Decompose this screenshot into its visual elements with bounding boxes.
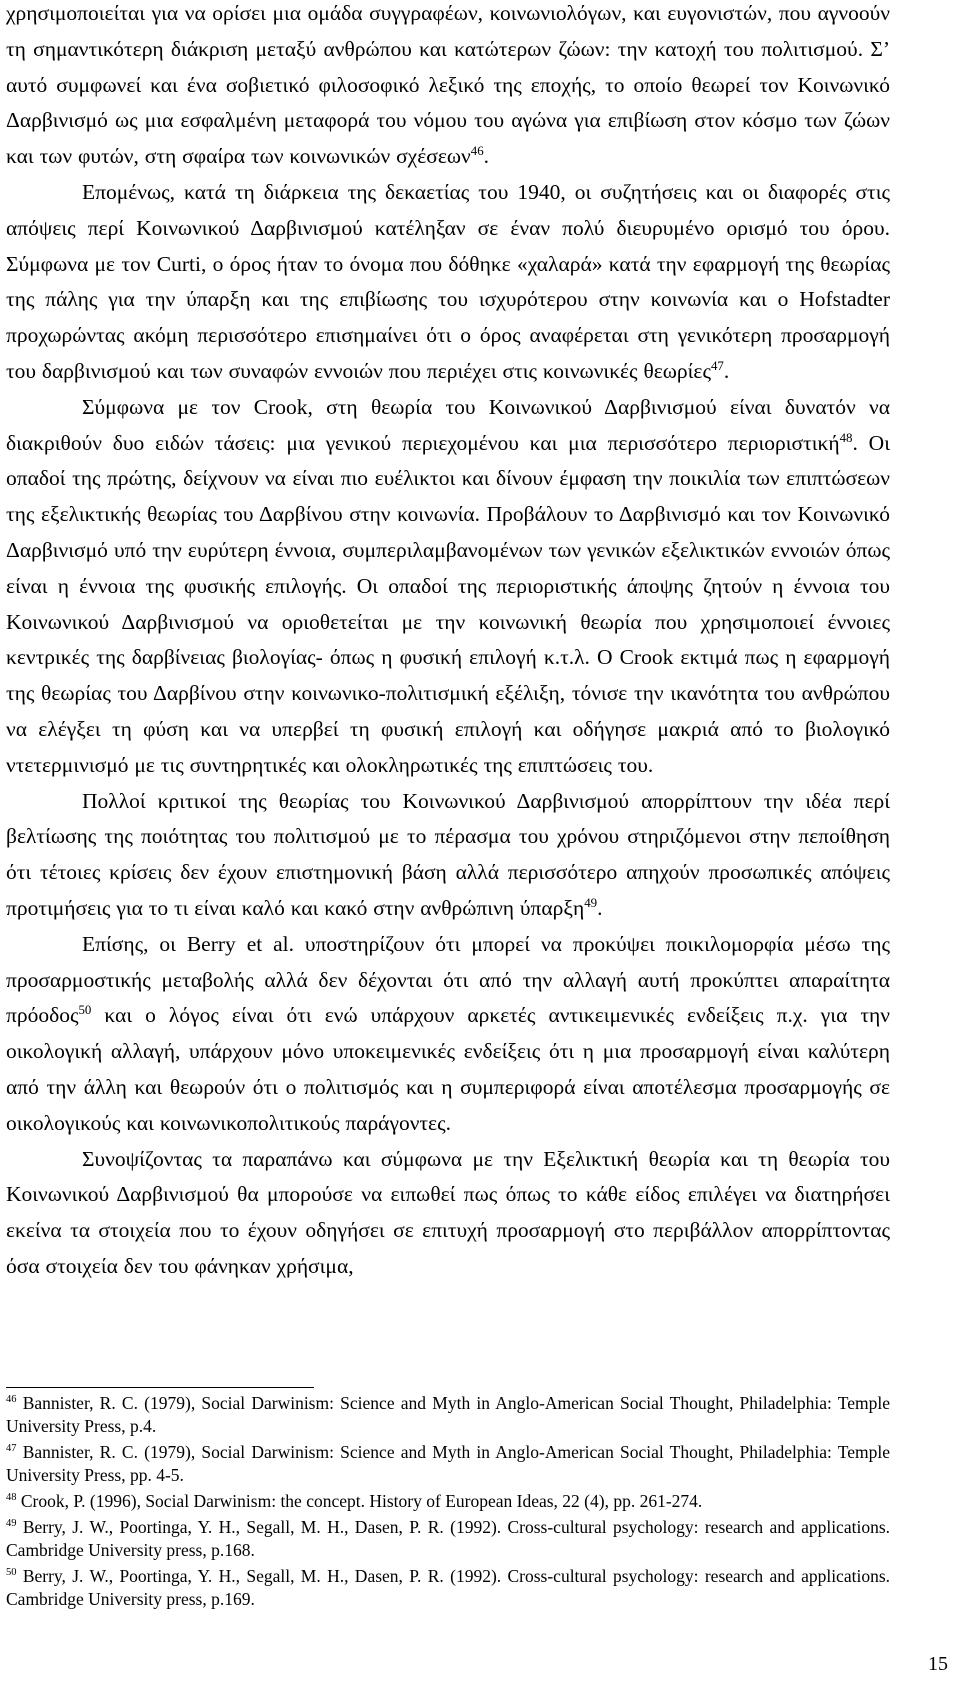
paragraph: [6, 784, 890, 927]
footnote-text: Berry, J. W., Poortinga, Y. H., Segall, M. H., Dasen, P. R. (1992). Cross-cultural psychology: research and applications. Cambridge University press, p.169.: [6, 1566, 890, 1609]
footnote-text: Bannister, R. C. (1979), Social Darwinism: Science and Myth in Anglo-American Social Thought, Philadelphia: Temple University Press, pp. 4-5.: [6, 1442, 890, 1485]
footnote-separator: [6, 1387, 314, 1388]
body-text: [6, 0, 890, 1285]
paragraph: [6, 0, 890, 175]
page-number: 15: [928, 1653, 948, 1675]
footnote-number: 46: [6, 1394, 17, 1406]
paragraph-text: και ο λόγος είναι ότι ενώ υπάρχουν αρκετές αντικειμενικές ενδείξεις π.χ. για την οικολογική αλλαγή, υπάρχουν μόνο υποκειμενικές ενδείξεις ότι η μια προσαρμογή είναι καλύτερη από την άλλη και θεωρούν ότι ο πολιτισμός και η συμπεριφορά είναι αποτέλεσμα προσαρμογής σε οικολογικούς και κοινωνικοπολιτικούς παράγοντες.: [6, 1003, 890, 1135]
footnote-ref: 48: [839, 430, 853, 445]
footnote-text: Berry, J. W., Poortinga, Y. H., Segall, M. H., Dasen, P. R. (1992). Cross-cultural psychology: research and applications. Cambridge University press, p.168.: [6, 1517, 890, 1560]
footnote: [6, 1516, 890, 1562]
paragraph: [6, 390, 890, 784]
paragraph-text: .: [723, 358, 730, 383]
footnotes: [6, 1392, 890, 1614]
footnote-ref: 46: [470, 144, 484, 159]
footnote-ref: 47: [710, 358, 724, 373]
paragraph-text: χρησιμοποιείται για να ορίσει μια ομάδα συγγραφέων, κοινωνιολόγων, και ευγονιστών, που αγνοούν τη σημαντικότερη διάκριση μεταξύ ανθρώπου και κατώτερων ζώων: την κατοχή του πολιτισμού. Σ’ αυτό συμφωνεί και ένα σοβιετικό φιλοσοφικό λεξικό της εποχής, το οποίο θεωρεί τον Κοινωνικό Δαρβινισμό ως μια εσφαλμένη μεταφορά του νόμου του αγώνα για επιβίωση στον κόσμο των ζώων και των φυτών, στη σφαίρα των κοινωνικών σχέσεων: [6, 1, 890, 169]
footnote-number: 47: [6, 1443, 17, 1455]
paragraph-text: Επίσης, οι Berry et al. υποστηρίζουν ότι μπορεί να προκύψει ποικιλομορφία μέσω της προσαρμοστικής μεταβολής αλλά δεν δέχονται ότι από την αλλαγή αυτή προκύπτει απαραίτητα πρόοδος: [6, 931, 890, 1028]
paragraph: [6, 1142, 890, 1285]
paragraph: [6, 175, 890, 390]
footnote: [6, 1490, 890, 1513]
footnote-number: 48: [6, 1492, 17, 1504]
paragraph-text: .: [483, 144, 490, 169]
paragraph-text: . Οι οπαδοί της πρώτης, δείχνουν να είναι πιο ευέλικτοι και δίνουν έμφαση την ποικιλία των επιπτώσεων της εξελικτικής θεωρίας του Δαρβίνου στην κοινωνία. Προβάλουν το Δαρβινισμό και τον Κοινωνικό Δαρβινισμό υπό την ευρύτερη έννοια, συμπεριλαμβανομένων των γενικών εξελικτικών εννοιών όπως είναι η έννοια της φυσικής επιλογής. Οι οπαδοί της περιοριστικής άποψης ζητούν η έννοια του Κοινωνικού Δαρβινισμού να οριοθετείται με την κοινωνική θεωρία που χρησιμοποιεί έννοιες κεντρικές της δαρβίνειας βιολογίας- όπως η φυσική επιλογή κ.τ.λ. Ο Crook εκτιμά πως η εφαρμογή της θεωρίας του Δαρβίνου στην κοινωνικο-πολιτισμική εξέλιξη, τόνισε την ικανότητα του ανθρώπου να ελέγξει τη φύση και να υπερβεί τη φυσική επιλογή και οδήγησε μακριά από το βιολογικό ντετερμινισμό με τις συντηρητικές και ολοκληρωτικές της επιπτώσεις του.: [6, 430, 890, 777]
paragraph-text: Πολλοί κριτικοί της θεωρίας του Κοινωνικού Δαρβινισμού απορρίπτουν την ιδέα περί βελτίωσης της ποιότητας του πολιτισμού με το πέρασμα του χρόνου στηριζόμενοι στην πεποίθηση ότι τέτοιες κρίσεις δεν έχουν επιστημονική βάση αλλά περισσότερο απηχούν προσωπικές απόψεις προτιμήσεις για το τι είναι καλό και κακό στην ανθρώπινη ύπαρξη: [6, 788, 890, 920]
footnote-ref: 50: [78, 1003, 92, 1018]
footnote: [6, 1441, 890, 1487]
footnote-number: 50: [6, 1567, 17, 1579]
footnote-ref: 49: [584, 895, 598, 910]
paragraph-text: Συνοψίζοντας τα παραπάνω και σύμφωνα με την Εξελικτική θεωρία και τη θεωρία του Κοινωνικού Δαρβινισμού θα μπορούσε να ειπωθεί πως όπως το κάθε είδος επιλέγει να διατηρήσει εκείνα τα στοιχεία που το έχουν οδηγήσει σε επιτυχή προσαρμογή στο περιβάλλον απορρίπτοντας όσα στοιχεία δεν του φάνηκαν χρήσιμα,: [6, 1146, 890, 1278]
footnote-text: Bannister, R. C. (1979), Social Darwinism: Science and Myth in Anglo-American Social Thought, Philadelphia: Temple University Press, p.4.: [6, 1393, 890, 1436]
paragraph: [6, 927, 890, 1142]
footnote-text: Crook, P. (1996), Social Darwinism: the concept. History of European Ideas, 22 (4), pp. 261-274.: [16, 1491, 703, 1511]
paragraph-text: Σύμφωνα με τον Crook, στη θεωρία του Κοινωνικού Δαρβινισμού είναι δυνατόν να διακριθούν δυο ειδών τάσεις: μια γενικού περιεχομένου και μια περισσότερο περιοριστική: [6, 394, 890, 455]
footnote: [6, 1392, 890, 1438]
footnote: [6, 1565, 890, 1611]
footnote-number: 49: [6, 1518, 17, 1530]
paragraph-text: Επομένως, κατά τη διάρκεια της δεκαετίας του 1940, οι συζητήσεις και οι διαφορές στις απόψεις περί Κοινωνικού Δαρβινισμού κατέληξαν σε έναν πολύ διευρυμένο ορισμό του όρου. Σύμφωνα με τον Curti, ο όρος ήταν το όνομα που δόθηκε «χαλαρά» κατά την εφαρμογή της θεωρίας της πάλης για την ύπαρξη και της επιβίωσης του ισχυρότερου στην κοινωνία και ο Hofstadter προχωρώντας ακόμη περισσότερο επισημαίνει ότι ο όρος αναφέρεται στη γενικότερη προσαρμογή του δαρβινισμού και των συναφών εννοιών που περιέχει στις κοινωνικές θεωρίες: [6, 179, 890, 383]
paragraph-text: .: [597, 895, 603, 920]
